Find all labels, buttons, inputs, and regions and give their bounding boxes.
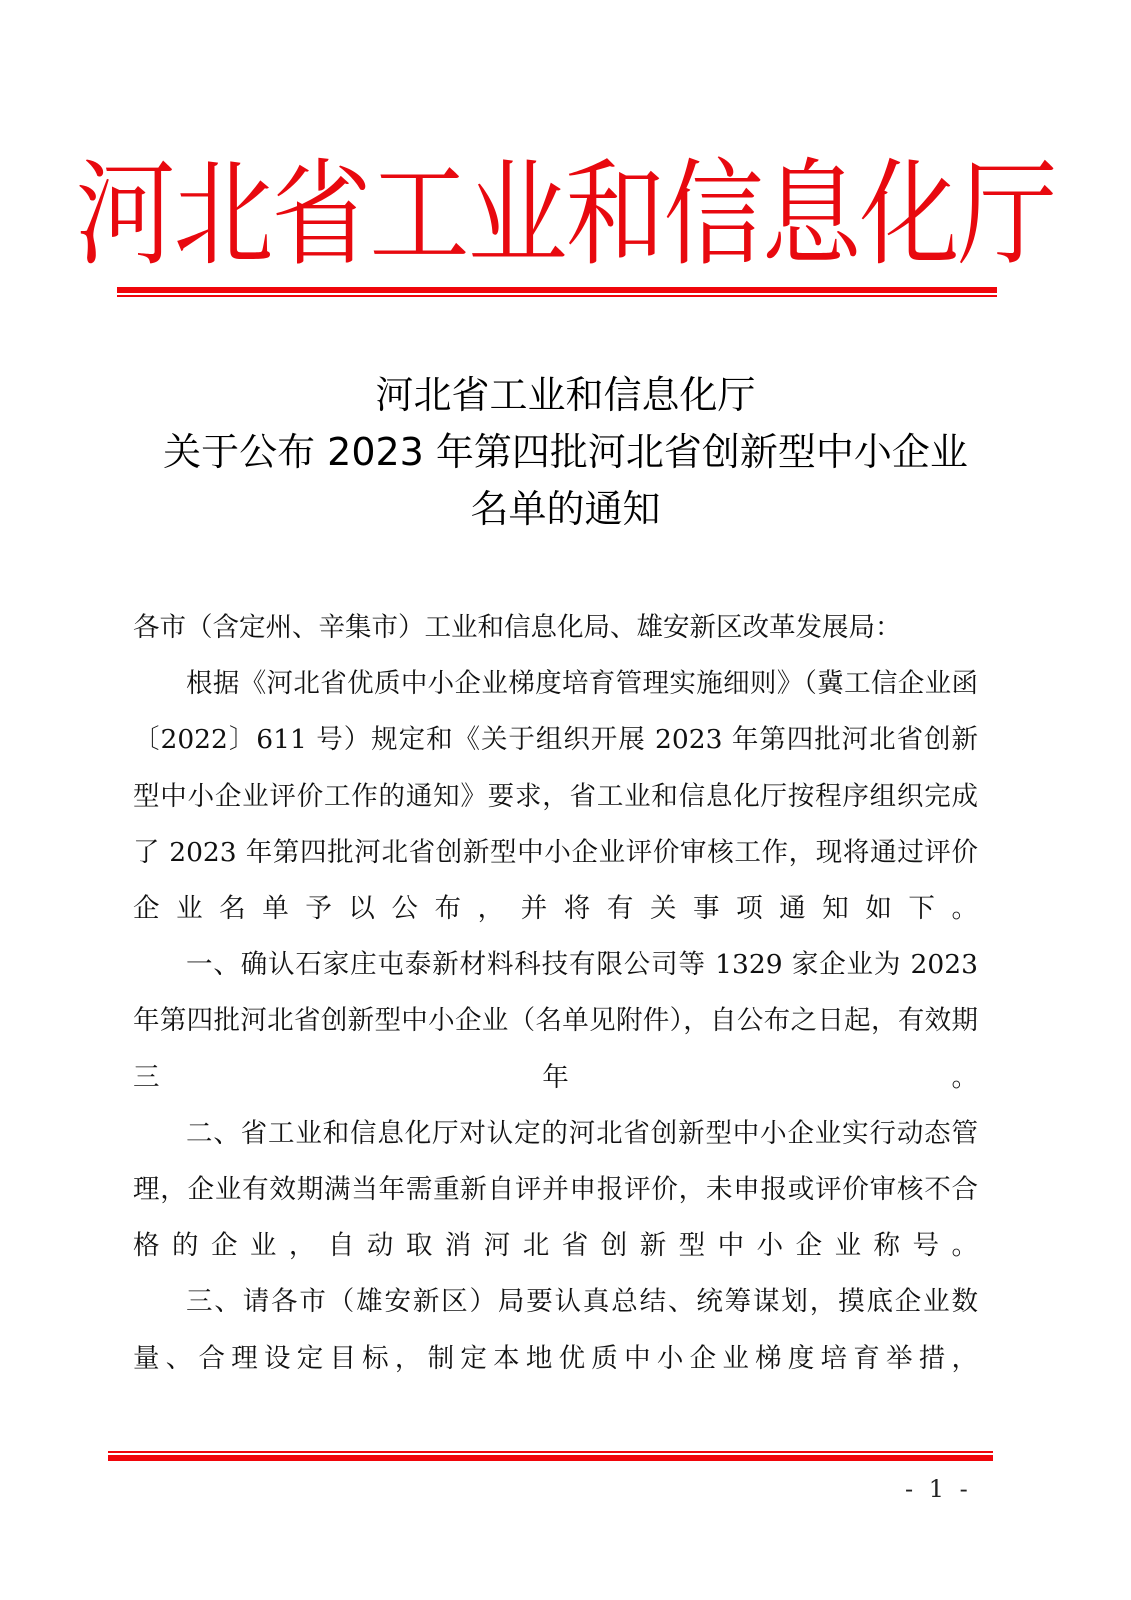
masthead-agency-name: 河北省工业和信息化厅 [75,146,1056,282]
page-number: - 1 - [905,1475,972,1503]
footer-red-rule-thick [108,1455,993,1461]
salutation: 各市（含定州、辛集市）工业和信息化局、雄安新区改革发展局： [133,612,902,643]
footer-red-rule-thin [108,1451,993,1453]
header-red-rule-thin [117,295,997,297]
document-body [133,600,978,1387]
document-title [0,367,1131,538]
header-red-rule-thick [117,287,997,293]
paragraph-item-2: 二、省工业和信息化厅对认定的河北省创新型中小企业实行动态管理，企业有效期满当年需重新自评并申报评价，未申报或评价审核不合格的企业，自动取消河北省创新型中小企业称号。 [133,1117,978,1262]
paragraph-item-3: 三、请各市（雄安新区）局要认真总结、统筹谋划，摸底企业数量、合理设定目标，制定本地优质中小企业梯度培育举措， [133,1286,978,1374]
paragraph-item-1: 一、确认石家庄屯泰新材料科技有限公司等 1329 家企业为 2023 年第四批河北省创新型中小企业（名单见附件），自公布之日起，有效期三年。 [133,949,978,1093]
title-line-3: 名单的通知 [470,487,661,531]
title-line-1: 河北省工业和信息化厅 [375,373,756,417]
title-line-2: 关于公布 2023 年第四批河北省创新型中小企业 [163,430,968,474]
paragraph-basis: 根据《河北省优质中小企业梯度培育管理实施细则》（冀工信企业函〔2022〕611 号）规定和《关于组织开展 2023 年第四批河北省创新型中小企业评价工作的通知》要求，省工业和信息化厅按程序组织完成了 2023 年第四批河北省创新型中小企业评价审核工作，现将通过评价企业名单予以公布，并将有关事项通知如下。 [133,668,978,925]
